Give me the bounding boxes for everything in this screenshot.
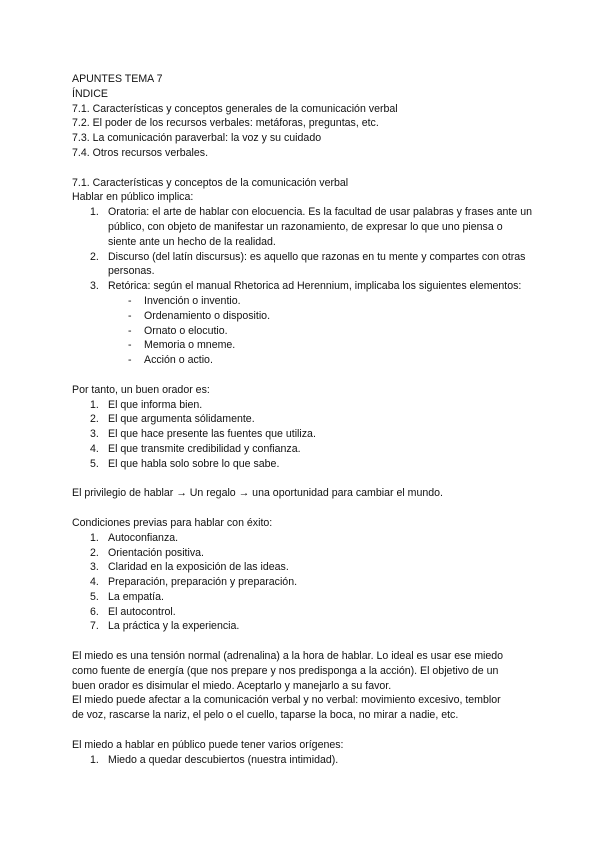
dash-bullet: -	[128, 294, 132, 307]
list-number: 1.	[90, 206, 99, 219]
list-item	[72, 531, 532, 546]
list-item	[72, 546, 532, 561]
document-body	[72, 72, 532, 767]
spacer	[72, 723, 532, 738]
good-orator-list	[72, 398, 532, 472]
list-text: El que hace presente las fuentes que utiliza.	[108, 428, 316, 441]
list-text: Autoconfianza.	[108, 531, 179, 544]
list-item	[72, 338, 532, 353]
list-item	[72, 442, 532, 457]
list-number: 3.	[90, 280, 99, 293]
fear-paragraph-line: El miedo puede afectar a la comunicación verbal y no verbal: movimiento excesivo, temblor	[72, 694, 501, 707]
list-number: 1.	[90, 753, 99, 766]
list-item	[72, 294, 532, 309]
list-text: Claridad en la exposición de las ideas.	[108, 561, 289, 574]
list-text: La empatía.	[108, 590, 164, 603]
fear-paragraph-line: El miedo es una tensión normal (adrenalina) a la hora de hablar. Lo ideal es usar ese miedo	[72, 650, 504, 663]
spacer	[72, 161, 532, 176]
fear-origins-list	[72, 753, 532, 768]
list-number: 4.	[90, 576, 99, 589]
orator-intro: Por tanto, un buen orador es:	[72, 383, 210, 396]
dash-bullet: -	[128, 309, 132, 322]
dash-bullet: -	[128, 354, 132, 367]
list-number: 1.	[90, 398, 99, 411]
index-item: 7.4. Otros recursos verbales.	[72, 146, 209, 159]
list-text: El que transmite credibilidad y confianza.	[108, 442, 301, 455]
list-number: 5.	[90, 457, 99, 470]
list-item	[72, 279, 532, 294]
list-item	[72, 309, 532, 324]
index-heading: ÍNDICE	[72, 87, 108, 100]
spacer	[72, 501, 532, 516]
list-item	[72, 457, 532, 472]
list-item	[72, 398, 532, 413]
list-item	[72, 324, 532, 339]
fear-paragraph-line: como fuente de energía (que nos prepare y nos predisponga a la acción). El objetivo de un	[72, 664, 499, 677]
list-number: 6.	[90, 605, 99, 618]
spacer	[72, 634, 532, 649]
fear-paragraph-line: buen orador es disimular el miedo. Aceptarlo y manejarlo a su favor.	[72, 679, 392, 692]
list-text: Ordenamiento o dispositio.	[144, 309, 271, 322]
index-item: 7.3. La comunicación paraverbal: la voz y su cuidado	[72, 132, 322, 145]
list-text: Retórica: según el manual Rhetorica ad Herennium, implicaba los siguientes elementos:	[108, 280, 522, 293]
conditions-intro: Condiciones previas para hablar con éxito:	[72, 516, 273, 529]
spacer	[72, 368, 532, 383]
index-item: 7.2. El poder de los recursos verbales: metáforas, preguntas, etc.	[72, 117, 379, 130]
list-text: Memoria o mneme.	[144, 339, 236, 352]
list-item	[72, 590, 532, 605]
list-number: 4.	[90, 442, 99, 455]
privilege-statement: El privilegio de hablar → Un regalo → una oportunidad para cambiar el mundo.	[72, 487, 443, 500]
fear-paragraph-line: de voz, rascarse la nariz, el pelo o el cuello, taparse la boca, no mirar a nadie, etc.	[72, 709, 459, 722]
section-heading: 7.1. Características y conceptos de la comunicación verbal	[72, 176, 349, 189]
list-item	[72, 560, 532, 575]
list-text: Ornato o elocutio.	[144, 324, 228, 337]
list-text: Preparación, preparación y preparación.	[108, 576, 298, 589]
list-number: 2.	[90, 546, 99, 559]
list-item	[72, 205, 532, 249]
list-number: 5.	[90, 590, 99, 603]
list-text: Oratoria: el arte de hablar con elocuencia. Es la facultad de usar palabras y frases ante un público, con objeto de manifestar un razonamiento, de expresar lo que uno piensa o siente ante un hecho de la realidad.	[108, 206, 532, 248]
list-item	[72, 575, 532, 590]
list-text: El autocontrol.	[108, 605, 176, 618]
list-item	[72, 619, 532, 634]
list-item	[72, 753, 532, 768]
speaking-concepts-list	[72, 205, 532, 294]
section-intro: Hablar en público implica:	[72, 191, 194, 204]
origins-intro: El miedo a hablar en público puede tener varios orígenes:	[72, 738, 344, 751]
list-text: Discurso (del latín discursus): es aquello que razonas en tu mente y compartes con otras personas.	[108, 250, 526, 278]
list-number: 2.	[90, 250, 99, 263]
list-text: Orientación positiva.	[108, 546, 204, 559]
list-number: 2.	[90, 413, 99, 426]
list-item	[72, 412, 532, 427]
list-text: Invención o inventio.	[144, 294, 241, 307]
list-text: Acción o actio.	[144, 354, 213, 367]
conditions-list	[72, 531, 532, 635]
list-number: 3.	[90, 428, 99, 441]
list-number: 1.	[90, 531, 99, 544]
index-item: 7.1. Características y conceptos generales de la comunicación verbal	[72, 102, 398, 115]
rhetoric-elements-list	[72, 294, 532, 368]
list-text: El que argumenta sólidamente.	[108, 413, 255, 426]
document-title: APUNTES TEMA 7	[72, 73, 163, 85]
list-item	[72, 250, 532, 280]
list-item	[72, 605, 532, 620]
dash-bullet: -	[128, 324, 132, 337]
list-number: 3.	[90, 561, 99, 574]
list-text: El que informa bien.	[108, 398, 203, 411]
list-text: El que habla solo sobre lo que sabe.	[108, 457, 280, 470]
spacer	[72, 472, 532, 487]
list-item	[72, 427, 532, 442]
list-text: Miedo a quedar descubiertos (nuestra intimidad).	[108, 753, 339, 766]
list-item	[72, 353, 532, 368]
dash-bullet: -	[128, 339, 132, 352]
list-text: La práctica y la experiencia.	[108, 620, 240, 633]
list-number: 7.	[90, 620, 99, 633]
